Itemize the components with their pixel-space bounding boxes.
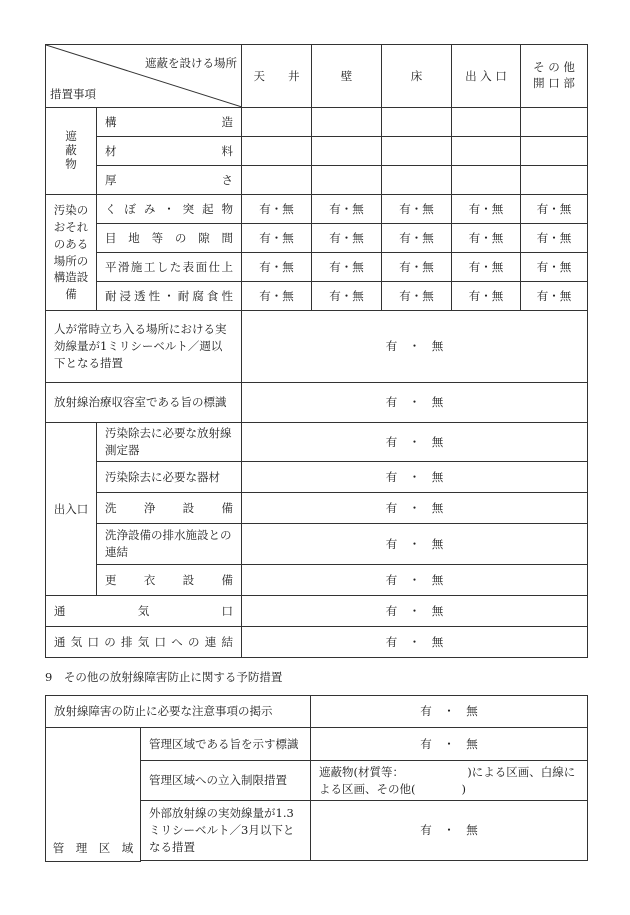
corner-top-label: 遮蔽を設ける場所: [145, 56, 237, 70]
yes-no-choice[interactable]: 有・無: [452, 195, 521, 224]
input-cell[interactable]: [242, 137, 312, 166]
yes-no-choice[interactable]: 有・無: [382, 282, 452, 311]
shield-row-thickness: [97, 166, 242, 195]
entrance-row-label: 洗浄設備: [97, 493, 242, 524]
yes-no-choice[interactable]: 有 ・ 無: [242, 462, 588, 493]
treatment-room-sign-label: 放射線治療収容室である旨の標識: [46, 383, 242, 423]
col-header-entrance: 出 入 口: [452, 45, 521, 108]
yes-no-choice[interactable]: 有・無: [452, 253, 521, 282]
yes-no-choice[interactable]: 有・無: [312, 224, 382, 253]
shield-row-left: 構: [105, 114, 117, 129]
control-row-label: 管理区域への立入制限措置: [141, 761, 311, 801]
shield-row-left: 厚: [105, 172, 117, 187]
col-header-other-opening: そ の 他 開 口 部: [521, 45, 588, 108]
shield-row-right: 造: [221, 114, 233, 129]
input-cell[interactable]: [382, 108, 452, 137]
shield-row-left: 材: [105, 143, 117, 158]
yes-no-choice[interactable]: 有・無: [312, 253, 382, 282]
contamination-row-label: くぼみ・突起物: [97, 195, 242, 224]
input-cell[interactable]: [312, 108, 382, 137]
entrance-row-label: 汚染除去に必要な放射線測定器: [97, 423, 242, 462]
entrance-row-label: 更衣設備: [97, 565, 242, 596]
input-cell[interactable]: [452, 108, 521, 137]
yes-no-choice[interactable]: 有・無: [242, 224, 312, 253]
shield-row-right: さ: [221, 172, 233, 187]
input-cell[interactable]: [242, 108, 312, 137]
shield-row-structure: [97, 108, 242, 137]
input-cell[interactable]: [521, 166, 588, 195]
shield-group-label: 遮 蔽 物: [46, 108, 97, 195]
vent-label: 通気口: [46, 596, 242, 627]
yes-no-choice[interactable]: 有・無: [521, 195, 588, 224]
col-header-wall: 壁: [312, 45, 382, 108]
input-cell[interactable]: [382, 166, 452, 195]
contamination-row-label: 平滑施工した表面仕上: [97, 253, 242, 282]
yes-no-choice[interactable]: 有 ・ 無: [242, 311, 588, 383]
yes-no-choice[interactable]: 有・無: [521, 282, 588, 311]
yes-no-choice[interactable]: 有・無: [382, 224, 452, 253]
corner-bottom-label: 措置事項: [50, 87, 96, 102]
yes-no-choice[interactable]: 有・無: [382, 195, 452, 224]
col-header-floor: 床: [382, 45, 452, 108]
notice-label: 放射線障害の防止に必要な注意事項の掲示: [46, 696, 311, 728]
control-row-label: 外部放射線の実効線量が1.3ミリシーベルト／3月以下となる措置: [141, 801, 311, 861]
contamination-row-label: 目地等の隙間: [97, 224, 242, 253]
yes-no-choice[interactable]: 有・無: [242, 282, 312, 311]
yes-no-choice[interactable]: 有 ・ 無: [242, 493, 588, 524]
yes-no-choice[interactable]: 有・無: [242, 195, 312, 224]
yes-no-choice[interactable]: 有・無: [242, 253, 312, 282]
input-cell[interactable]: [521, 108, 588, 137]
shield-row-material: [97, 137, 242, 166]
control-area-label: 管 理 区 域: [46, 728, 141, 862]
yes-no-choice[interactable]: 有 ・ 無: [311, 696, 588, 728]
yes-no-choice[interactable]: 有・無: [452, 282, 521, 311]
yes-no-choice[interactable]: 有・無: [312, 282, 382, 311]
input-cell[interactable]: [242, 166, 312, 195]
yes-no-choice[interactable]: 有・無: [521, 224, 588, 253]
col-header-ceiling: 天 井: [242, 45, 312, 108]
entrance-row-label: 洗浄設備の排水施設との連結: [97, 524, 242, 565]
yes-no-choice[interactable]: 有・無: [521, 253, 588, 282]
yes-no-choice[interactable]: 有 ・ 無: [311, 728, 588, 761]
entrance-row-label: 汚染除去に必要な器材: [97, 462, 242, 493]
yes-no-choice[interactable]: 有 ・ 無: [242, 524, 588, 565]
input-cell[interactable]: [312, 166, 382, 195]
input-cell[interactable]: [521, 137, 588, 166]
shielding-table: [45, 44, 588, 658]
input-cell[interactable]: [312, 137, 382, 166]
entrance-group-label: 出入口: [46, 423, 97, 596]
yes-no-choice[interactable]: 有 ・ 無: [242, 627, 588, 658]
yes-no-choice[interactable]: 有・無: [382, 253, 452, 282]
shield-row-right: 料: [221, 143, 233, 158]
control-row-label: 管理区域である旨を示す標識: [141, 728, 311, 761]
yes-no-choice[interactable]: 有 ・ 無: [311, 801, 588, 861]
input-cell[interactable]: [382, 137, 452, 166]
contamination-group-label: 汚染の おそれ のある 場所の 構造設 備: [46, 195, 97, 311]
input-cell[interactable]: [452, 166, 521, 195]
yes-no-choice[interactable]: 有・無: [312, 195, 382, 224]
contamination-row-label: 耐浸透性・耐腐食性: [97, 282, 242, 311]
section-9-title: 9 その他の放射線障害防止に関する予防措置: [45, 670, 283, 684]
input-cell[interactable]: [452, 137, 521, 166]
dose-measure-label: 人が常時立ち入る場所における実効線量が1ミリシーベルト／週以下となる措置: [46, 311, 242, 383]
yes-no-choice[interactable]: 有 ・ 無: [242, 565, 588, 596]
yes-no-choice[interactable]: 有・無: [452, 224, 521, 253]
diagonal-header-cell: [46, 45, 242, 108]
prevention-table: [45, 695, 588, 862]
vent-link-label: 通気口の排気口への連結: [46, 627, 242, 658]
yes-no-choice[interactable]: 有 ・ 無: [242, 383, 588, 423]
entry-restriction-value[interactable]: 遮蔽物(材質等： )による区画、白線による区画、その他( ): [311, 761, 588, 801]
yes-no-choice[interactable]: 有 ・ 無: [242, 423, 588, 462]
yes-no-choice[interactable]: 有 ・ 無: [242, 596, 588, 627]
